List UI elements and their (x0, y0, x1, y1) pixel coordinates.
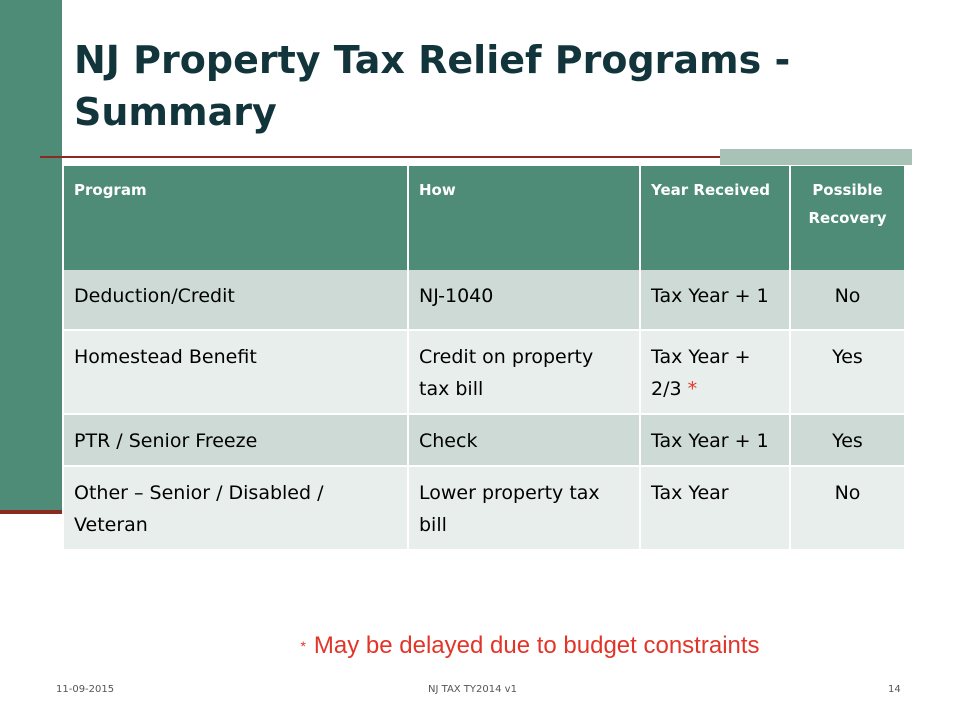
cell-program: Deduction/Credit (64, 270, 408, 330)
cell-year: Tax Year + 1 (640, 270, 790, 330)
cell-program: Other – Senior / Disabled / Veteran (64, 466, 408, 550)
footnote-text: May be delayed due to budget constraints (313, 632, 760, 659)
table-row (64, 414, 904, 466)
cell-how: Credit on property tax bill (408, 330, 640, 414)
cell-year-text: Tax Year + 2/3 (651, 346, 751, 400)
summary-table (64, 166, 904, 551)
left-accent-underline (0, 510, 62, 514)
page-number: 14 (888, 684, 901, 695)
footer-date: 11-09-2015 (56, 684, 115, 695)
cell-how: NJ-1040 (408, 270, 640, 330)
table-row (64, 330, 904, 414)
header-how: How (408, 166, 640, 270)
header-program: Program (64, 166, 408, 270)
cell-program: Homestead Benefit (64, 330, 408, 414)
slide-title: NJ Property Tax Relief Programs - Summary (74, 38, 791, 134)
cell-recovery: Yes (790, 330, 904, 414)
footnote (200, 632, 860, 660)
table-header-row (64, 166, 904, 270)
header-year-received: Year Received (640, 166, 790, 270)
cell-year (640, 330, 790, 414)
cell-recovery: No (790, 466, 904, 550)
left-accent-bar (0, 0, 62, 510)
cell-year: Tax Year + 1 (640, 414, 790, 466)
delay-asterisk: * (687, 378, 698, 400)
header-possible-recovery: Possible Recovery (790, 166, 904, 270)
cell-recovery: Yes (790, 414, 904, 466)
cell-recovery: No (790, 270, 904, 330)
cell-year: Tax Year (640, 466, 790, 550)
right-accent-bar (720, 149, 912, 165)
table-row (64, 270, 904, 330)
cell-how: Lower property tax bill (408, 466, 640, 550)
cell-how: Check (408, 414, 640, 466)
table-row (64, 466, 904, 550)
footer-label: NJ TAX TY2014 v1 (428, 684, 517, 695)
footnote-asterisk: * (300, 638, 306, 654)
cell-program: PTR / Senior Freeze (64, 414, 408, 466)
